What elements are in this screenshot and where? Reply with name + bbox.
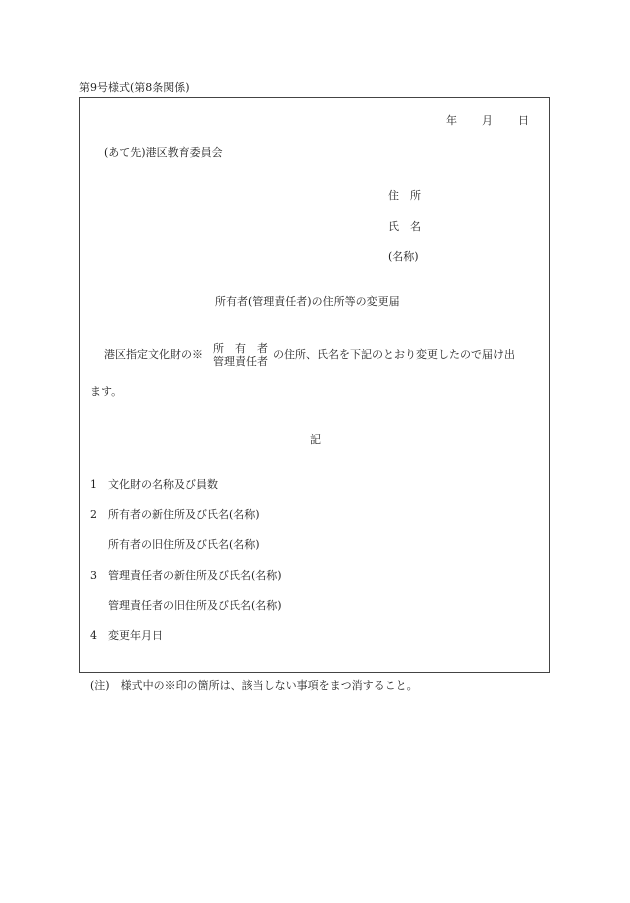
date-year-label: 年 [446,114,457,127]
date-day-label: 日 [518,114,529,127]
item-2-sub: 所有者の旧住所及び氏名(名称) [108,538,260,551]
addressee: (あて先)港区教育委員会 [104,146,223,159]
applicant-entity-name-label: (名称) [388,250,419,263]
body-choice-stack [213,342,268,368]
body-suffix: の住所、氏名を下記のとおり変更したので届け出 [273,348,515,361]
form-box [79,97,550,673]
applicant-name-label: 氏 名 [388,220,421,233]
item-1: 1 文化財の名称及び員数 [90,478,218,491]
body-choice-owner: 所 有 者 [213,342,268,355]
date-month-label: 月 [482,114,493,127]
form-title: 所有者(管理責任者)の住所等の変更届 [215,295,400,308]
item-3: 3 管理責任者の新住所及び氏名(名称) [90,569,282,582]
item-2: 2 所有者の新住所及び氏名(名称) [90,508,260,521]
applicant-address-label: 住 所 [388,189,421,202]
body-continuation: ます。 [90,385,123,398]
footnote: (注) 様式中の※印の箇所は、該当しない事項をまつ消すること。 [90,679,418,692]
body-prefix: 港区指定文化財の※ [104,348,203,361]
item-4: 4 変更年月日 [90,629,163,642]
ki-heading: 記 [310,433,321,446]
body-choice-manager: 管理責任者 [213,355,268,368]
form-number: 第9号様式(第8条関係) [79,81,190,94]
item-3-sub: 管理責任者の旧住所及び氏名(名称) [108,599,282,612]
